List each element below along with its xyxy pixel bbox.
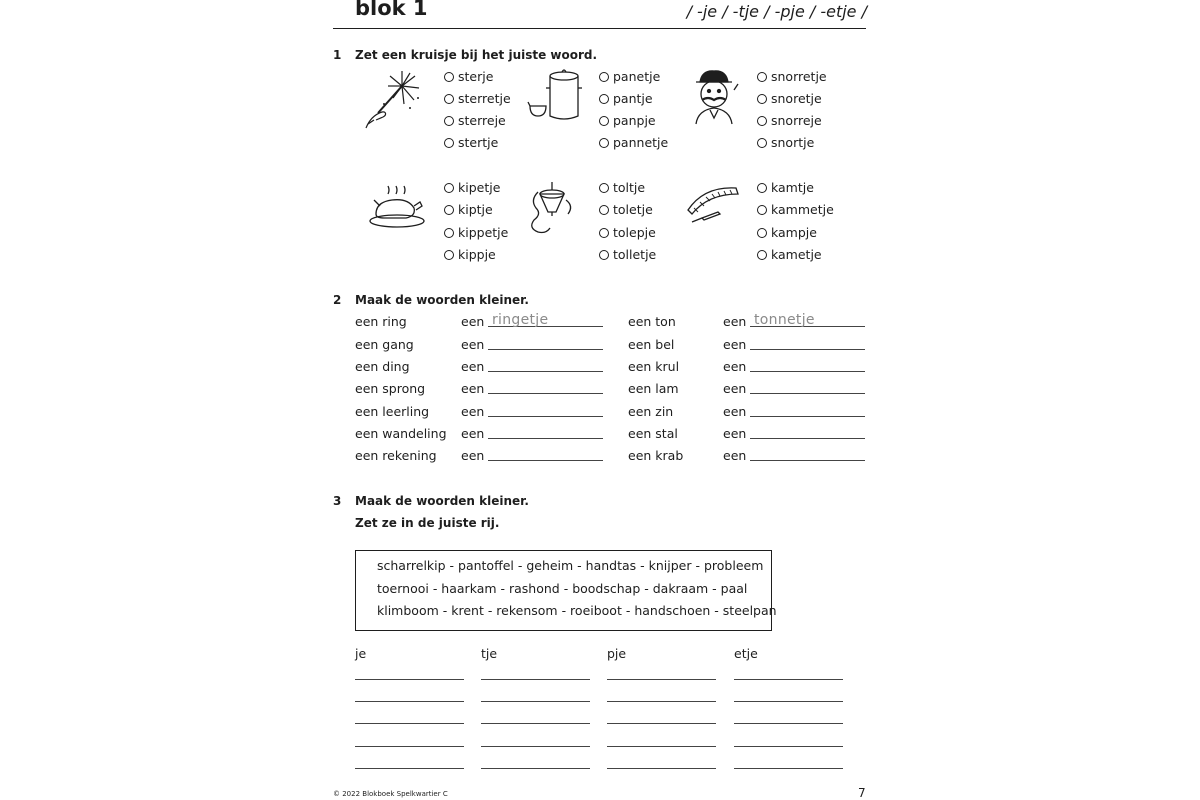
- question-3-instruction: Maak de woorden kleiner.: [355, 494, 529, 508]
- exercise-word: een gang: [355, 337, 414, 352]
- word-bank-line: scharrelkip - pantoffel - geheim - handtas - knijper - probleem: [377, 558, 764, 573]
- radio-circle-icon[interactable]: [757, 138, 767, 148]
- answer-line[interactable]: [607, 679, 716, 680]
- exercise-word: een rekening: [355, 448, 437, 463]
- answer-line[interactable]: [481, 701, 590, 702]
- option[interactable]: toltje: [599, 180, 645, 195]
- radio-circle-icon[interactable]: [599, 72, 609, 82]
- header-divider: [333, 28, 866, 29]
- comb-icon: [684, 184, 740, 224]
- option[interactable]: kampje: [757, 225, 817, 240]
- spinning-top-icon: [528, 180, 576, 236]
- article-een: een: [461, 314, 485, 329]
- option[interactable]: kammetje: [757, 202, 834, 217]
- exercise-word: een zin: [628, 404, 674, 419]
- exercise-word: een leerling: [355, 404, 430, 419]
- radio-circle-icon[interactable]: [599, 116, 609, 126]
- radio-circle-icon[interactable]: [444, 183, 454, 193]
- article-een: een: [723, 381, 747, 396]
- radio-circle-icon[interactable]: [444, 72, 454, 82]
- radio-circle-icon[interactable]: [599, 205, 609, 215]
- radio-circle-icon[interactable]: [444, 94, 454, 104]
- option[interactable]: pantje: [599, 91, 653, 106]
- exercise-word: een ton: [628, 314, 676, 329]
- exercise-word: een krab: [628, 448, 684, 463]
- answer-line[interactable]: [488, 438, 603, 439]
- option[interactable]: snorretje: [757, 69, 827, 84]
- option[interactable]: tolletje: [599, 247, 656, 262]
- option[interactable]: sterje: [444, 69, 493, 84]
- answer-line[interactable]: [355, 768, 464, 769]
- radio-circle-icon[interactable]: [757, 205, 767, 215]
- article-een: een: [461, 337, 485, 352]
- answer-line[interactable]: [607, 701, 716, 702]
- answer-line[interactable]: [734, 701, 843, 702]
- answer-line[interactable]: [750, 438, 865, 439]
- option[interactable]: kiptje: [444, 202, 493, 217]
- answer-line[interactable]: [488, 460, 603, 461]
- question-1-instruction: Zet een kruisje bij het juiste woord.: [355, 48, 598, 62]
- cooking-pot-icon: [526, 68, 588, 124]
- word-bank-box: [355, 550, 777, 631]
- option[interactable]: kipetje: [444, 180, 500, 195]
- radio-circle-icon[interactable]: [444, 138, 454, 148]
- exercise-word: een lam: [628, 381, 679, 396]
- column-header-je: je: [355, 646, 367, 661]
- radio-circle-icon[interactable]: [757, 72, 767, 82]
- suffix-heading: / -je / -tje / -pje / -etje /: [686, 2, 867, 21]
- article-een: een: [461, 448, 485, 463]
- radio-circle-icon[interactable]: [444, 116, 454, 126]
- answer-line[interactable]: [488, 349, 603, 350]
- answer-line[interactable]: [607, 746, 716, 747]
- answer-line[interactable]: [481, 768, 590, 769]
- page-title: blok 1: [355, 0, 428, 20]
- question-3-instruction-2: Zet ze in de juiste rij.: [355, 516, 500, 530]
- copyright-footer: © 2022 Blokboek Spelkwartier C: [333, 790, 448, 798]
- roast-chicken-icon: [368, 184, 426, 228]
- answer-line[interactable]: [734, 723, 843, 724]
- radio-circle-icon[interactable]: [444, 228, 454, 238]
- answer-line[interactable]: [355, 679, 464, 680]
- page-number: 7: [858, 786, 866, 800]
- column-header-etje: etje: [734, 646, 758, 661]
- word-bank-line: klimboom - krent - rekensom - roeiboot - handschoen - steelpan: [377, 603, 777, 618]
- exercise-word: een krul: [628, 359, 680, 374]
- article-een: een: [723, 426, 747, 441]
- answer-line[interactable]: [750, 371, 865, 372]
- column-header-tje: tje: [481, 646, 498, 661]
- answer-line[interactable]: [488, 393, 603, 394]
- exercise-word: een stal: [628, 426, 678, 441]
- radio-circle-icon[interactable]: [599, 94, 609, 104]
- option[interactable]: kametje: [757, 247, 822, 262]
- answer-line[interactable]: [750, 416, 865, 417]
- question-3-number: 3: [333, 494, 342, 508]
- answer-line[interactable]: [481, 723, 590, 724]
- article-een: een: [723, 359, 747, 374]
- sparkler-icon: [362, 68, 424, 130]
- radio-circle-icon[interactable]: [599, 183, 609, 193]
- question-1-number: 1: [333, 48, 342, 62]
- article-een: een: [461, 426, 485, 441]
- question-2-number: 2: [333, 293, 342, 307]
- radio-circle-icon[interactable]: [599, 250, 609, 260]
- article-een: een: [723, 404, 747, 419]
- handwritten-answer: ringetje: [492, 312, 549, 328]
- option[interactable]: panetje: [599, 69, 660, 84]
- answer-line[interactable]: [734, 746, 843, 747]
- article-een: een: [723, 337, 747, 352]
- exercise-word: een wandeling: [355, 426, 447, 441]
- radio-circle-icon[interactable]: [444, 250, 454, 260]
- answer-line[interactable]: [355, 723, 464, 724]
- option[interactable]: snoretje: [757, 91, 822, 106]
- answer-line[interactable]: [488, 371, 603, 372]
- word-bank-line: toernooi - haarkam - rashond - boodschap - dakraam - paal: [377, 581, 748, 596]
- radio-circle-icon[interactable]: [757, 250, 767, 260]
- question-2-instruction: Maak de woorden kleiner.: [355, 293, 529, 307]
- answer-line[interactable]: [488, 416, 603, 417]
- article-een: een: [461, 359, 485, 374]
- option[interactable]: snortje: [757, 135, 814, 150]
- answer-line[interactable]: [481, 746, 590, 747]
- option[interactable]: snorreje: [757, 113, 822, 128]
- radio-circle-icon[interactable]: [757, 94, 767, 104]
- option[interactable]: kippetje: [444, 225, 508, 240]
- column-header-pje: pje: [607, 646, 627, 661]
- answer-line[interactable]: [607, 723, 716, 724]
- exercise-word: een sprong: [355, 381, 426, 396]
- option[interactable]: panpje: [599, 113, 656, 128]
- option[interactable]: toletje: [599, 202, 653, 217]
- option[interactable]: kippje: [444, 247, 496, 262]
- radio-circle-icon[interactable]: [757, 183, 767, 193]
- article-een: een: [461, 404, 485, 419]
- radio-circle-icon[interactable]: [757, 228, 767, 238]
- answer-line[interactable]: [750, 460, 865, 461]
- answer-line[interactable]: [481, 679, 590, 680]
- answer-line[interactable]: [734, 768, 843, 769]
- option[interactable]: tolepje: [599, 225, 656, 240]
- exercise-word: een ding: [355, 359, 410, 374]
- radio-circle-icon[interactable]: [599, 138, 609, 148]
- exercise-word: een bel: [628, 337, 675, 352]
- article-een: een: [723, 448, 747, 463]
- answer-line[interactable]: [355, 746, 464, 747]
- exercise-word: een ring: [355, 314, 407, 329]
- article-een: een: [723, 314, 747, 329]
- answer-line[interactable]: [750, 393, 865, 394]
- option[interactable]: kamtje: [757, 180, 814, 195]
- handwritten-answer: tonnetje: [754, 312, 815, 328]
- option[interactable]: stertje: [444, 135, 498, 150]
- option[interactable]: sterretje: [444, 91, 511, 106]
- article-een: een: [461, 381, 485, 396]
- answer-line[interactable]: [734, 679, 843, 680]
- option[interactable]: sterreje: [444, 113, 506, 128]
- radio-circle-icon[interactable]: [757, 116, 767, 126]
- answer-line[interactable]: [355, 701, 464, 702]
- answer-line[interactable]: [607, 768, 716, 769]
- option[interactable]: pannetje: [599, 135, 668, 150]
- answer-line[interactable]: [750, 349, 865, 350]
- man-with-mustache-icon: [690, 70, 740, 126]
- radio-circle-icon[interactable]: [599, 228, 609, 238]
- radio-circle-icon[interactable]: [444, 205, 454, 215]
